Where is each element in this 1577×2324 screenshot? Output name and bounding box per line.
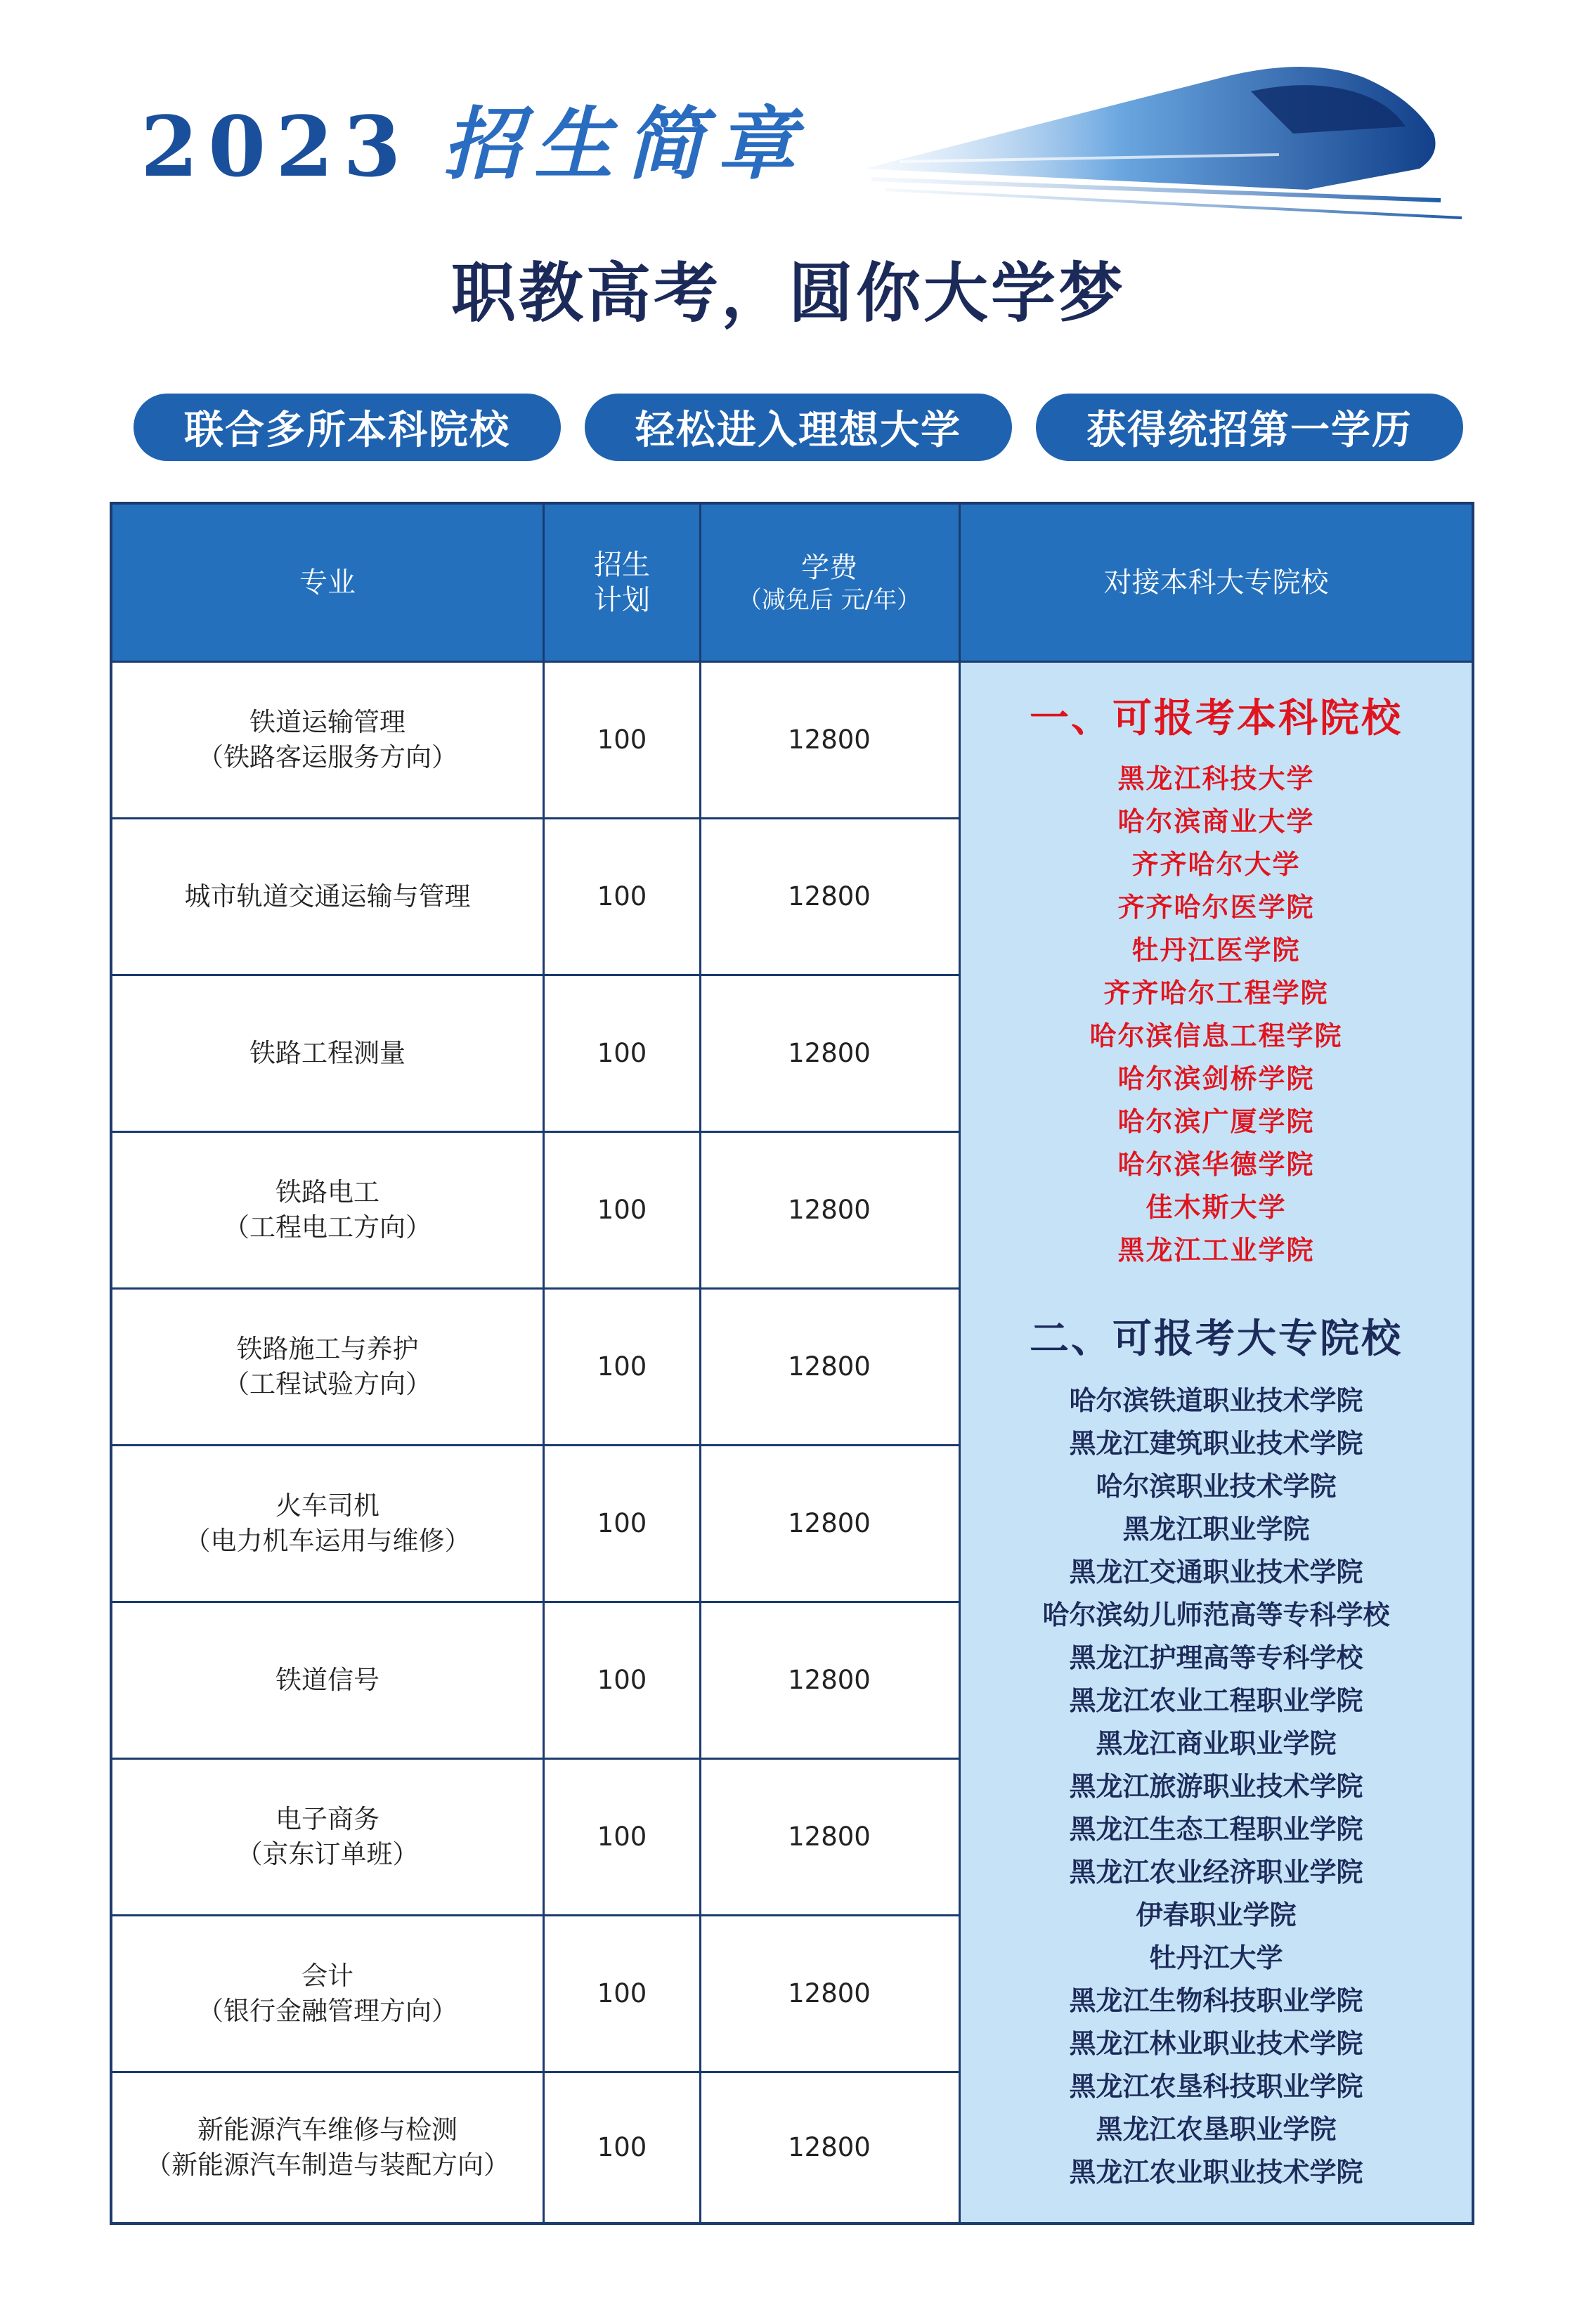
list-item: 黑龙江农业工程职业学院 [1069, 1685, 1363, 1716]
fee-cell: 12800 [788, 2132, 871, 2163]
header-plan-line1: 招生 [594, 549, 650, 581]
list-item: 齐齐哈尔工程学院 [1103, 978, 1329, 1008]
header-schools [961, 505, 1472, 661]
table-row [112, 1601, 959, 1758]
feature-pills [134, 394, 1469, 464]
major-name: 电子商务 [275, 1804, 379, 1835]
list-item: 哈尔滨广厦学院 [1117, 1106, 1315, 1137]
major-direction: （电力机车运用与维修） [184, 1526, 471, 1556]
major-cell [112, 1133, 543, 1287]
fee-cell: 12800 [788, 881, 871, 912]
list-item: 黑龙江科技大学 [1117, 763, 1315, 794]
fee-cell: 12800 [788, 1038, 871, 1069]
list-item: 黑龙江农垦职业学院 [1096, 2114, 1337, 2145]
undergrad-school-list [961, 758, 1472, 1272]
slogan: 职教高考，圆你大学梦 [450, 256, 1126, 331]
table-row [112, 661, 959, 817]
fee-cell: 12800 [788, 1508, 871, 1539]
list-item: 齐齐哈尔医学院 [1117, 892, 1315, 923]
plan-cell: 100 [597, 725, 647, 755]
list-item: 黑龙江交通职业技术学院 [1069, 1557, 1363, 1588]
fee-cell: 12800 [788, 1665, 871, 1696]
list-item: 哈尔滨铁道职业技术学院 [1069, 1385, 1363, 1416]
list-item: 佳木斯大学 [1146, 1192, 1287, 1223]
table-row [112, 1444, 959, 1601]
list-item: 牡丹江医学院 [1131, 935, 1301, 966]
fee-cell: 12800 [788, 725, 871, 755]
major-name: 会计 [301, 1961, 353, 1992]
feature-pill: 联合多所本科院校 [134, 394, 561, 461]
list-item: 哈尔滨职业技术学院 [1096, 1471, 1337, 1502]
list-item: 黑龙江旅游职业技术学院 [1069, 1771, 1363, 1802]
list-item: 牡丹江大学 [1149, 1942, 1283, 1973]
schools-panel [961, 661, 1472, 2222]
major-direction: （京东订单班） [236, 1839, 419, 1869]
major-cell [112, 819, 543, 974]
plan-cell: 100 [597, 881, 647, 912]
major-cell [112, 1603, 543, 1758]
header-major [112, 505, 543, 661]
list-item: 黑龙江农垦科技职业学院 [1069, 2071, 1363, 2102]
list-item: 黑龙江职业学院 [1122, 1514, 1310, 1545]
major-direction: （工程试验方向） [223, 1369, 431, 1399]
list-item: 哈尔滨幼儿师范高等专科学校 [1042, 1599, 1390, 1630]
list-item: 黑龙江农业经济职业学院 [1069, 1857, 1363, 1888]
list-item: 哈尔滨商业大学 [1117, 806, 1315, 837]
table-row [112, 974, 959, 1131]
major-name: 火车司机 [275, 1491, 379, 1521]
train-icon [857, 49, 1476, 232]
fee-cell: 12800 [788, 1978, 871, 2009]
header-plan [545, 505, 699, 661]
major-direction: （铁路客运服务方向） [197, 742, 457, 772]
major-name: 城市轨道交通运输与管理 [184, 881, 471, 912]
major-name: 铁道信号 [275, 1665, 379, 1696]
feature-pill: 轻松进入理想大学 [585, 394, 1012, 461]
major-name: 铁道运输管理 [249, 707, 405, 738]
table-row [112, 2071, 959, 2222]
list-item: 伊春职业学院 [1136, 1900, 1297, 1930]
list-item: 黑龙江商业职业学院 [1096, 1728, 1337, 1759]
list-item: 黑龙江工业学院 [1117, 1235, 1315, 1266]
header [0, 0, 1577, 232]
fee-cell: 12800 [788, 1351, 871, 1382]
plan-cell: 100 [597, 1978, 647, 2009]
major-cell [112, 1446, 543, 1601]
plan-cell: 100 [597, 1195, 647, 1226]
major-name: 新能源汽车维修与检测 [197, 2115, 457, 2146]
table-row [112, 1131, 959, 1287]
major-name: 铁路电工 [275, 1177, 379, 1208]
major-cell [112, 1290, 543, 1444]
header-plan-line2: 计划 [594, 584, 650, 616]
fee-cell: 12800 [788, 1195, 871, 1226]
enrollment-table [110, 502, 1474, 2225]
major-direction: （工程电工方向） [223, 1212, 431, 1242]
header-fee-line2: （减免后 元/年） [737, 585, 921, 614]
table-header [112, 505, 1472, 661]
list-item: 哈尔滨信息工程学院 [1089, 1020, 1343, 1051]
list-item: 黑龙江生态工程职业学院 [1069, 1814, 1363, 1845]
list-item: 黑龙江生物科技职业学院 [1069, 1985, 1363, 2016]
table-row [112, 817, 959, 974]
year-title: 2023 [141, 98, 411, 195]
major-name: 铁路工程测量 [249, 1038, 405, 1069]
major-cell [112, 1760, 543, 1914]
plan-cell: 100 [597, 1508, 647, 1539]
list-item: 黑龙江护理高等专科学校 [1069, 1642, 1363, 1673]
header-major-label: 专业 [299, 566, 356, 599]
major-direction: （新能源汽车制造与装配方向） [145, 2150, 510, 2180]
brochure-title: 招生简章 [443, 98, 808, 190]
table-row [112, 1287, 959, 1444]
list-item: 齐齐哈尔大学 [1131, 849, 1301, 880]
college-section-title: 二、可报考大专院校 [1030, 1316, 1403, 1362]
header-schools-label: 对接本科大专院校 [1103, 566, 1329, 599]
list-item: 黑龙江农业职业技术学院 [1069, 2157, 1363, 2188]
major-cell [112, 1916, 543, 2071]
list-item: 黑龙江建筑职业技术学院 [1069, 1428, 1363, 1459]
table-row [112, 1914, 959, 2071]
major-cell [112, 976, 543, 1131]
header-fee [701, 505, 957, 661]
list-item: 黑龙江林业职业技术学院 [1069, 2028, 1363, 2059]
plan-cell: 100 [597, 1822, 647, 1852]
plan-cell: 100 [597, 1038, 647, 1069]
plan-cell: 100 [597, 2132, 647, 2163]
major-cell [112, 2073, 543, 2222]
major-direction: （银行金融管理方向） [197, 1996, 457, 2026]
major-cell [112, 663, 543, 817]
feature-pill: 获得统招第一学历 [1036, 394, 1463, 461]
header-fee-line1: 学费 [801, 551, 857, 584]
table-row [112, 1758, 959, 1914]
plan-cell: 100 [597, 1665, 647, 1696]
college-school-list [961, 1380, 1472, 2194]
fee-cell: 12800 [788, 1822, 871, 1852]
list-item: 哈尔滨剑桥学院 [1117, 1063, 1315, 1094]
plan-cell: 100 [597, 1351, 647, 1382]
major-name: 铁路施工与养护 [236, 1334, 419, 1365]
undergrad-section-title: 一、可报考本科院校 [1030, 696, 1403, 741]
list-item: 哈尔滨华德学院 [1117, 1149, 1315, 1180]
